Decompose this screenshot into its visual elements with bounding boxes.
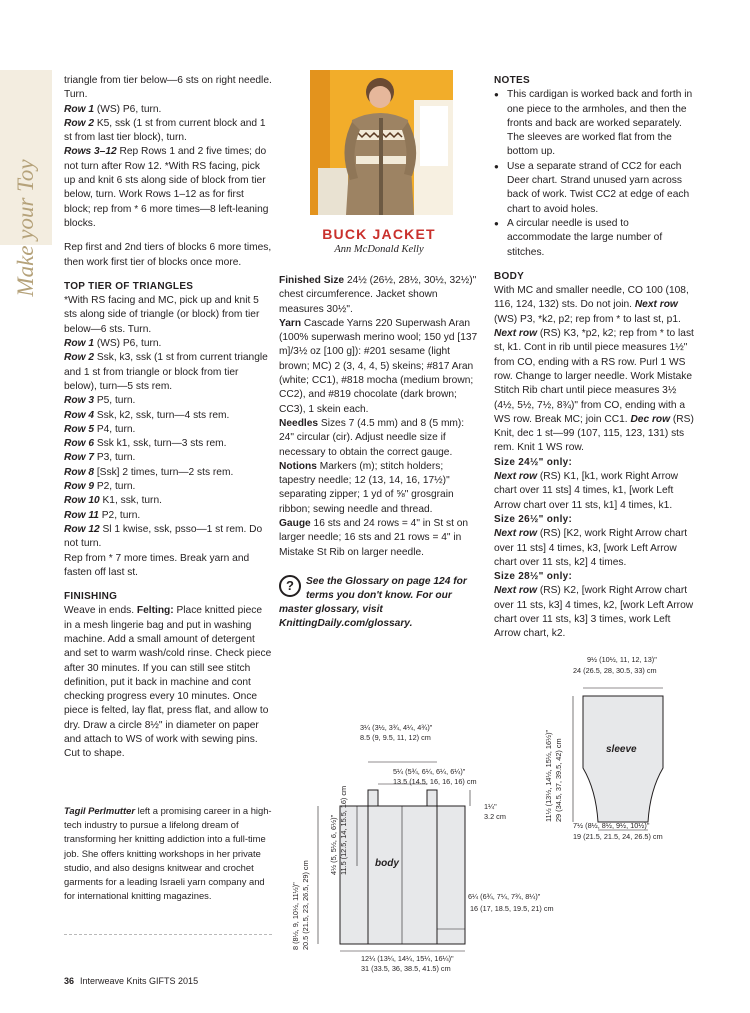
instruction-row-label: Row 12 (64, 523, 100, 535)
sleeve-length-cm: 29 (34.5, 37, 39.5, 42) cm (554, 738, 563, 822)
body-top-cm: 8.5 (9, 9.5, 11, 12) cm (360, 733, 431, 742)
instruction-row-label: Row 11 (64, 509, 99, 521)
armhole-cm: 11.5 (12.5, 14, 15.5, 16) cm (339, 785, 348, 875)
sleeve-outline (583, 696, 663, 822)
notes-heading: NOTES (494, 75, 530, 86)
band-in: 1¼" (484, 802, 497, 811)
instruction-row-label: Row 3 (64, 395, 95, 407)
instruction-row-text: Ssk, k3, ssk (1 st from current triangle and 1 st from triangle or block from tier below), turn—5 sts rem. (64, 352, 268, 392)
instruction-row-text: P2, turn. (94, 481, 136, 493)
instruction-row-label: Row 7 (64, 452, 95, 464)
size2-row-text: (RS) [K2, work Right Arrow chart over 11 sts] 4 times, k3, [work Left Arrow chart over 11 sts, k2] 4 times. (494, 528, 688, 568)
glossary-text: See the Glossary on page 124 for terms you don't know. For our master glossary, visit KnittingDaily.com/glossary. (279, 576, 467, 629)
size3-row-label: Next row (494, 585, 538, 597)
finishing-heading: FINISHING (64, 591, 118, 603)
spec-text: 16 sts and 24 rows = 4" in St st on larger needle; 16 sts and 21 rows = 4" in Mistake St Rib on larger needle. (279, 518, 469, 558)
spec-label: Finished Size (279, 275, 345, 286)
instruction-row-label: Row 1 (64, 103, 95, 115)
body-row-text: (RS) K3, *p2, k2; rep from * to last st, k1. Cont in rib until piece measures 1½" from CO, ending with a RS row. Purl 1 WS row. Change to larger needle. Work Mistake Stitch Rib chart until piece measures 3½ (4½, 5½, 7½, 8¾)" from CO, ending with a WS row. Break MC; join CC1. (494, 328, 694, 425)
spec-label: Yarn (279, 317, 302, 329)
spec-text: Markers (m); stitch holders; tapestry needle; 12 (13, 14, 16, 17½)" separating zipper; 1 yd of ⅝" grosgrain ribbon; sewing needle and thread. (279, 460, 454, 515)
instruction-row-label: Row 2 (64, 117, 95, 129)
instruction-row-label: Row 4 (64, 409, 95, 421)
front-in: 6¼ (6¾, 7¼, 7¾, 8¼)" (468, 892, 541, 901)
side-tab-label: Make your Toy (13, 159, 38, 297)
question-icon: ? (279, 575, 301, 597)
instruction-row-text: P4, turn. (94, 423, 136, 435)
sleeve-top-in: 9½ (10½, 11, 12, 13)" (587, 655, 657, 664)
size2-row-label: Next row (494, 528, 538, 540)
size1-heading: Size 24½" only: (494, 456, 573, 468)
sleeve-top-cm: 24 (26.5, 28, 30.5, 33) cm (573, 666, 657, 675)
body-row-text: (WS) P3, *k2, p2; rep from * to last st, p1. (494, 313, 681, 325)
armhole-in: 4½ (5, 5½, 6, 6½)" (329, 814, 338, 875)
spec-label: Notions (279, 460, 317, 472)
neck-cm: 13.5 (14.5, 16, 16, 16) cm (393, 777, 477, 786)
instruction-row-text: P5, turn. (94, 395, 136, 407)
instruction-row-text: Sl 1 kwise, ssk, psso—1 st rem. Do not turn. (64, 523, 263, 550)
instruction-row-text: Rep from * 7 more times. Break yarn and fasten off last st. (64, 552, 250, 578)
instruction-row-label: Row 8 (64, 466, 95, 478)
instruction-row-label: Row 5 (64, 423, 95, 435)
spec-text: 24½ (26½, 28½, 30½, 32½)" chest circumference. Jacket shown measures 30½". (279, 275, 477, 315)
pattern-author: Ann McDonald Kelly (334, 244, 424, 255)
note-text: A circular needle is used to accommodate the large number of stitches. (507, 217, 663, 258)
spec-text: Cascade Yarns 220 Superwash Aran (100% superwash merino wool; 150 yd [137 m]/3½ oz [100 g]): #201 sesame (light brown; MC) 2 (3, 4, 4, 5) skeins; #817 Aran (white; CC1), #818 mocha (medium brown; CC2), and #819 chocolate (dark brown; CC3), 1 skein each. (279, 317, 478, 415)
instruction-row-text: P2, turn. (98, 509, 141, 521)
finishing-text: Weave in ends. Felting: Place knitted piece in a mesh lingerie bag and put in washing machine. Add a small amount of detergent and set to warm wash/cold rinse. Check piece after 30 minutes. If you can still see stitch definition, put it back in machine and cont checking progress every 10 minutes. Once piece is felted, lay flat, press flat, and allow to dry. Draw a circle 8½" in diameter on paper and attach to WS of work with sewing pins. Cut to shape. (64, 605, 272, 760)
body-back (368, 806, 437, 944)
note-text: Use a separate strand of CC2 for each Deer chart. Strand unused yarn across back of work. Twist CC2 at edge of each chart to avoid holes. (507, 160, 690, 215)
top-tier-heading: TOP TIER OF TRIANGLES (64, 280, 194, 292)
body-length-cm: 20.5 (21.5, 23, 26.5, 29) cm (301, 860, 310, 950)
instruction-row-text: *With RS facing and MC, pick up and knit 5 sts along side of triangle (or block) from tier below—6 sts. Turn. (64, 295, 260, 335)
size3-row-text: (RS) K2, [work Right Arrow chart over 11 sts, k3] 4 times, k2, [work Left Arrow chart over 11 sts, k3] 3 times, work Left Arrow chart, k2. (494, 585, 694, 640)
instruction-row-text: K1, ssk, turn. (99, 495, 162, 507)
neck-in: 5¼ (5¾, 6¼, 6¼, 6¼)" (393, 767, 466, 776)
band-cm: 3.2 cm (484, 812, 506, 821)
bullet-icon: ● (494, 218, 499, 228)
designer-bio-text: left a promising career in a high-tech industry to pursue a lifelong dream of transforming her knitting addiction into a full-time job. She offers knitting workshops in her private studio, and also designs knitwear and crochet garments for a leading Israeli yarn company and for international knitting magazines. (64, 805, 272, 902)
spec-label: Needles (279, 417, 319, 429)
bullet-icon: ● (494, 90, 499, 100)
chest-cm: 31 (33.5, 36, 38.5, 41.5) cm (361, 964, 451, 973)
size3-heading: Size 28½" only: (494, 571, 573, 583)
instruction-row-label: Row 10 (64, 495, 100, 507)
body-row-label: Dec row (630, 413, 671, 425)
bullet-icon: ● (494, 161, 499, 171)
instruction-row-text: Rep Rows 1 and 2 five times; do not turn after Row 12. *With RS facing, pick up and knit 6 sts along side of block from tier below, turn. Work Rows 1–12 as for first block; rep from * 6 more times—8 left-leaning blocks. (64, 146, 269, 229)
body-top-in: 3¼ (3½, 3¾, 4¼, 4¾)" (360, 723, 433, 732)
cuff-in: 7½ (8½, 8½, 9½, 10½)" (573, 821, 650, 830)
body-row-text: (RS) Knit, dec 1 st—99 (107, 115, 123, 131) sts rem. Knit 1 WS row. (494, 413, 694, 454)
size1-row-label: Next row (494, 471, 538, 483)
spec-text: Sizes 7 (4.5 mm) and 8 (5 mm): 24" circular (cir). Adjust needle size if necessary to obtain the correct gauge. (279, 417, 465, 458)
designer-name: Tagil Perlmutter (64, 805, 136, 816)
chest-in: 12¼ (13¼, 14¼, 15¼, 16¼)" (361, 954, 454, 963)
instruction-row-text: triangle from tier below—6 sts on right needle. Turn. (64, 75, 272, 101)
instruction-row-text: P3, turn. (94, 452, 136, 464)
size2-heading: Size 26½" only: (494, 513, 573, 525)
instruction-row-label: Rows 3–12 (64, 146, 117, 158)
page-footer (64, 976, 198, 986)
instruction-row-text: (WS) P6, turn. (94, 103, 162, 115)
body-row-label: Next row (494, 328, 538, 340)
page-number: 36 (64, 976, 75, 986)
instruction-row-text: Ssk, k2, ssk, turn—4 sts rem. (94, 409, 230, 421)
body-heading: BODY (494, 270, 525, 282)
instruction-row-label: Row 1 (64, 338, 95, 350)
instruction-row-label: Row 6 (64, 438, 95, 450)
body-row-text: With MC and smaller needle, CO 100 (108, 116, 124, 132) sts. Do not join. (494, 285, 689, 311)
rep-blocks-text: Rep first and 2nd tiers of blocks 6 more times, then work first tier of blocks once more. (64, 242, 272, 268)
body-length-in: 8 (8½, 9, 10½, 11½)" (291, 882, 300, 950)
sleeve-length-in: 11½ (13½, 14½, 15½, 16½)" (544, 729, 553, 822)
body-label: body (375, 858, 399, 869)
cuff-cm: 19 (21.5, 21.5, 24, 26.5) cm (573, 832, 663, 841)
spec-label: Gauge (279, 518, 311, 530)
instruction-row-text: (WS) P6, turn. (94, 338, 162, 350)
instruction-row-label: Row 2 (64, 352, 95, 364)
instruction-row-text: Ssk k1, ssk, turn—3 sts rem. (94, 438, 227, 450)
body-row-label: Next row (634, 299, 678, 311)
size1-row-text: (RS) K1, [k1, work Right Arrow chart over 11 sts] 4 times, k1, [work Left Arrow chart over 11 sts, k1] 4 times, k1. (494, 471, 678, 511)
instruction-row-label: Row 9 (64, 481, 95, 493)
instruction-row-text: K5, ssk (1 st from current block and 1 st from last tier block), turn. (64, 117, 266, 144)
publication-name: Interweave Knits GIFTS 2015 (80, 976, 199, 986)
note-text: This cardigan is worked back and forth in one piece to the armholes, and then the fronts and back are worked separately. The sleeves are worked flat from the bottom up. (507, 89, 693, 158)
instruction-row-text: [Ssk] 2 times, turn—2 sts rem. (94, 466, 234, 478)
pattern-title: BUCK JACKET (322, 226, 436, 242)
sleeve-label: sleeve (606, 744, 637, 755)
front-cm: 16 (17, 18.5, 19.5, 21) cm (470, 904, 554, 913)
